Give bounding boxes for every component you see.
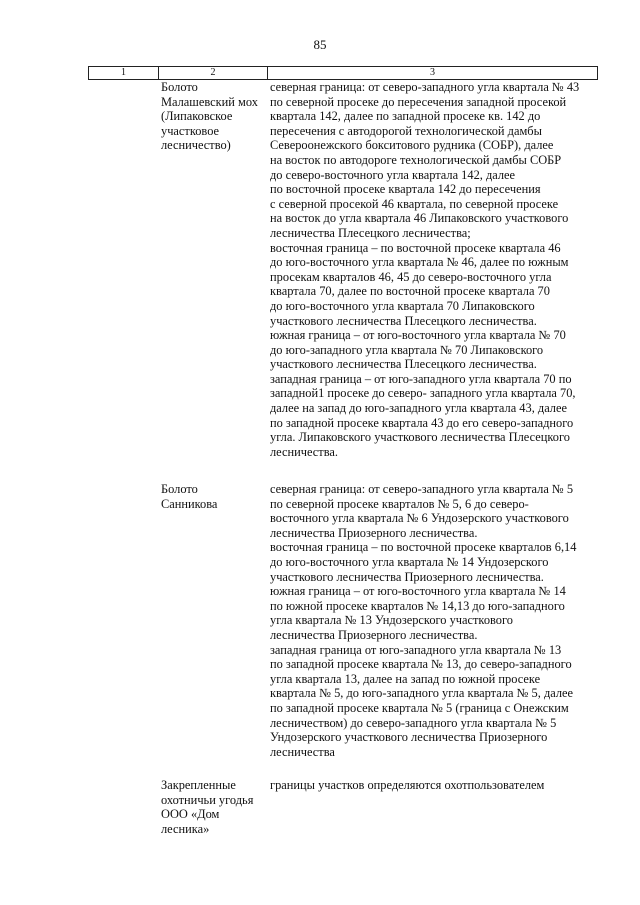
boundary-text-line: по западной просеке квартала № 5 (граница с Онежским (270, 700, 569, 715)
area-name-cell (161, 482, 265, 511)
boundary-text-line: по южной просеке кварталов № 14,13 до юго-западного (270, 598, 565, 613)
boundary-text-line: лесничества Приозерного лесничества. (270, 525, 478, 540)
area-name-line: Санникова (161, 496, 218, 511)
boundary-text-line: по северной просеке до пересечения западной просекой (270, 94, 567, 109)
boundary-description-cell (270, 80, 600, 459)
boundary-text-line: с северной просекой 46 квартала, по северной просеке (270, 196, 559, 211)
area-name-cell (161, 80, 265, 153)
boundary-text-line: Североонежского бокситового рудника (СОБР), далее (270, 138, 554, 153)
area-name-line: лесника» (161, 821, 210, 836)
boundary-text-line: по северной просеке кварталов № 5, 6 до северо- (270, 496, 529, 511)
area-name-line: Закрепленные (161, 778, 236, 792)
area-name-line: Болото (161, 482, 198, 496)
boundary-text-line: западной1 просеке до северо- западного угла квартала 70, (270, 386, 576, 401)
area-name-line: охотничьи угодья (161, 792, 254, 807)
boundary-text-line: по западной просеке квартала № 13, до северо-западного (270, 657, 572, 672)
boundary-text-line: границы участков определяются охотпользователем (270, 778, 545, 792)
boundary-text-line: до юго-восточного угла квартала № 14 Ундозерского (270, 554, 549, 569)
boundary-text-line: до юго-восточного угла квартала № 46, далее по южным (270, 255, 569, 270)
boundary-text-line: на восток до угла квартала 46 Липаковского участкового (270, 211, 569, 226)
boundary-text-line: восточная граница – по восточной просеке квартала 46 (270, 240, 561, 255)
boundary-description-cell (270, 778, 600, 793)
boundary-text-line: до юго-западного угла квартала № 70 Липаковского (270, 342, 544, 357)
boundary-text-line: до северо-восточного угла квартала 142, далее (270, 167, 516, 182)
boundary-text-line: лесничества (270, 744, 335, 759)
area-name-line: лесничество) (161, 138, 231, 153)
boundary-text-line: угла. Липаковского участкового лесничества Плесецкого (270, 430, 570, 445)
boundary-text-line: квартала № 5, до юго-западного угла квартала № 5, далее (270, 686, 574, 701)
header-col-2: 2 (159, 67, 268, 79)
boundary-text-line: по восточной просеке квартала 142 до пересечения (270, 182, 541, 197)
boundary-text-line: участкового лесничества Плесецкого лесничества. (270, 357, 537, 372)
boundary-text-line: северная граница: от северо-западного угла квартала № 43 (270, 80, 580, 94)
boundary-text-line: по западной просеке квартала 43 до его северо-западного (270, 415, 574, 430)
boundary-text-line: лесничества Приозерного лесничества. (270, 627, 478, 642)
boundary-text-line: до юго-восточного угла квартала 70 Липаковского (270, 298, 535, 313)
boundary-text-line: западная граница – от юго-западного угла квартала 70 по (270, 371, 572, 386)
boundary-text-line: южная граница – от юго-восточного угла квартала № 70 (270, 328, 566, 343)
boundary-text-line: квартала 70, далее по восточной просеке квартала 70 (270, 284, 550, 299)
boundary-text-line: южная граница – от юго-восточного угла квартала № 14 (270, 584, 566, 599)
boundary-text-line: лесничества. (270, 444, 338, 459)
boundary-text-line: восточного угла квартала № 6 Ундозерского участкового (270, 511, 569, 526)
boundary-text-line: квартала 142, далее по западной просеке кв. 142 до (270, 109, 541, 124)
area-name-cell (161, 778, 265, 836)
boundary-text-line: Ундозерского участкового лесничества Приозерного (270, 730, 548, 745)
header-col-3: 3 (430, 67, 435, 78)
area-name-line: Болото (161, 80, 198, 94)
page-number: 85 (313, 37, 327, 52)
boundary-text-line: пересечения с автодорогой технологической дамбы (270, 123, 542, 138)
boundary-text-line: лесничеством) до северо-западного угла квартала № 5 (270, 715, 557, 730)
area-name-line: ООО «Дом (161, 807, 220, 822)
boundary-text-line: далее на запад до юго-западного угла квартала 43, далее (270, 401, 567, 416)
boundary-text-line: западная граница от юго-западного угла квартала № 13 (270, 642, 562, 657)
area-name-line: Малашевский мох (161, 94, 258, 109)
table-header-row (88, 66, 598, 80)
area-name-line: участковое (161, 123, 220, 138)
boundary-text-line: угла квартала № 13 Ундозерского участкового (270, 613, 513, 628)
boundary-text-line: просекам кварталов 46, 45 до северо-восточного угла (270, 269, 552, 284)
area-name-line: (Липаковское (161, 109, 233, 124)
boundary-text-line: участкового лесничества Приозерного лесничества. (270, 569, 544, 584)
boundary-text-line: участкового лесничества Плесецкого лесничества. (270, 313, 537, 328)
boundary-text-line: северная граница: от северо-западного угла квартала № 5 (270, 482, 574, 496)
boundary-text-line: восточная граница – по восточной просеке кварталов 6,14 (270, 540, 577, 555)
boundary-text-line: угла квартала 13, далее на запад по южной просеке (270, 671, 541, 686)
boundary-text-line: на восток по автодороге технологической дамбы СОБР (270, 152, 562, 167)
header-col-1: 1 (89, 67, 159, 79)
boundary-text-line: лесничества Плесецкого лесничества; (270, 225, 471, 240)
boundary-description-cell (270, 482, 600, 759)
